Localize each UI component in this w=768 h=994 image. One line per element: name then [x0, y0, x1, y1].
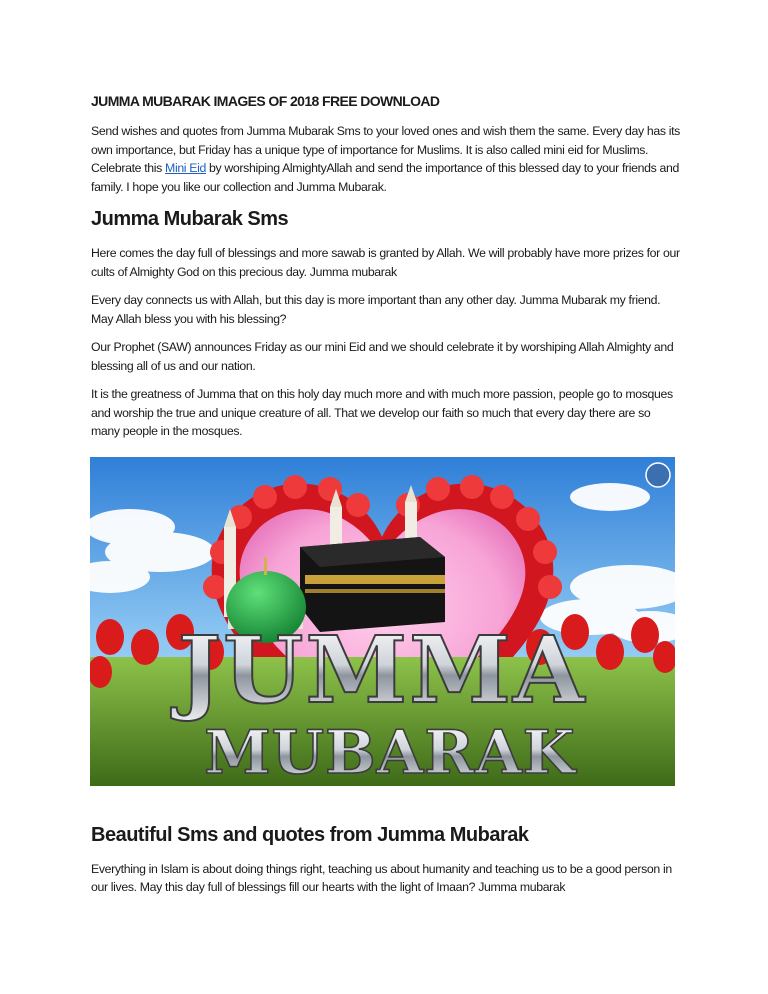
jumma-mubarak-image	[90, 457, 675, 786]
paragraph-4: It is the greatness of Jumma that on this holy day much more and with much more passion, people go to mosques and worship the true and unique creature of all. That we develop our faith so much that every day there are so many people in the mosques.	[91, 387, 673, 438]
mini-eid-link[interactable]: Mini Eid	[165, 161, 206, 175]
intro-text-before: Send wishes and quotes from Jumma Mubarak Sms to your loved ones and wish them the same. Every day has its own importance, but Friday has a unique type of importance for Muslims. It is also called mini eid for Muslims. Celebrate this	[91, 124, 680, 175]
document-page	[91, 92, 681, 907]
jumma-mubarak-illustration	[90, 457, 675, 786]
image-title-line2: MUBARAK	[204, 717, 576, 786]
paragraph-5: Everything in Islam is about doing things right, teaching us about humanity and teaching us to be a good person in our lives. May this day full of blessings fill our hearts with the light of Imaan? Jumma mubarak	[91, 861, 672, 894]
section-heading-quotes: Beautiful Sms and quotes from Jumma Mubarak	[91, 823, 529, 846]
intro-text-after: by worshiping AlmightyAllah and send the importance of this blessed day to your friends and family. I hope you like our collection and Jumma Mubarak.	[91, 161, 679, 194]
paragraph-1: Here comes the day full of blessings and more sawab is granted by Allah. We will probably have more prizes for our cults of Almighty God on this precious day. Jumma mubarak	[91, 246, 680, 279]
logo-badge-icon	[646, 463, 670, 487]
section-heading-sms: Jumma Mubarak Sms	[91, 208, 289, 230]
image-title-line1: JUMMA	[177, 615, 587, 724]
intro-paragraph	[91, 122, 681, 196]
paragraph-2: Every day connects us with Allah, but this day is more important than any other day. Jumma Mubarak my friend. May Allah bless you with his blessing?	[91, 293, 661, 326]
paragraph-3: Our Prophet (SAW) announces Friday as our mini Eid and we should celebrate it by worshiping Allah Almighty and blessing all of us and our nation.	[91, 340, 674, 373]
document-title: JUMMA MUBARAK IMAGES OF 2018 FREE DOWNLOAD	[91, 93, 440, 109]
